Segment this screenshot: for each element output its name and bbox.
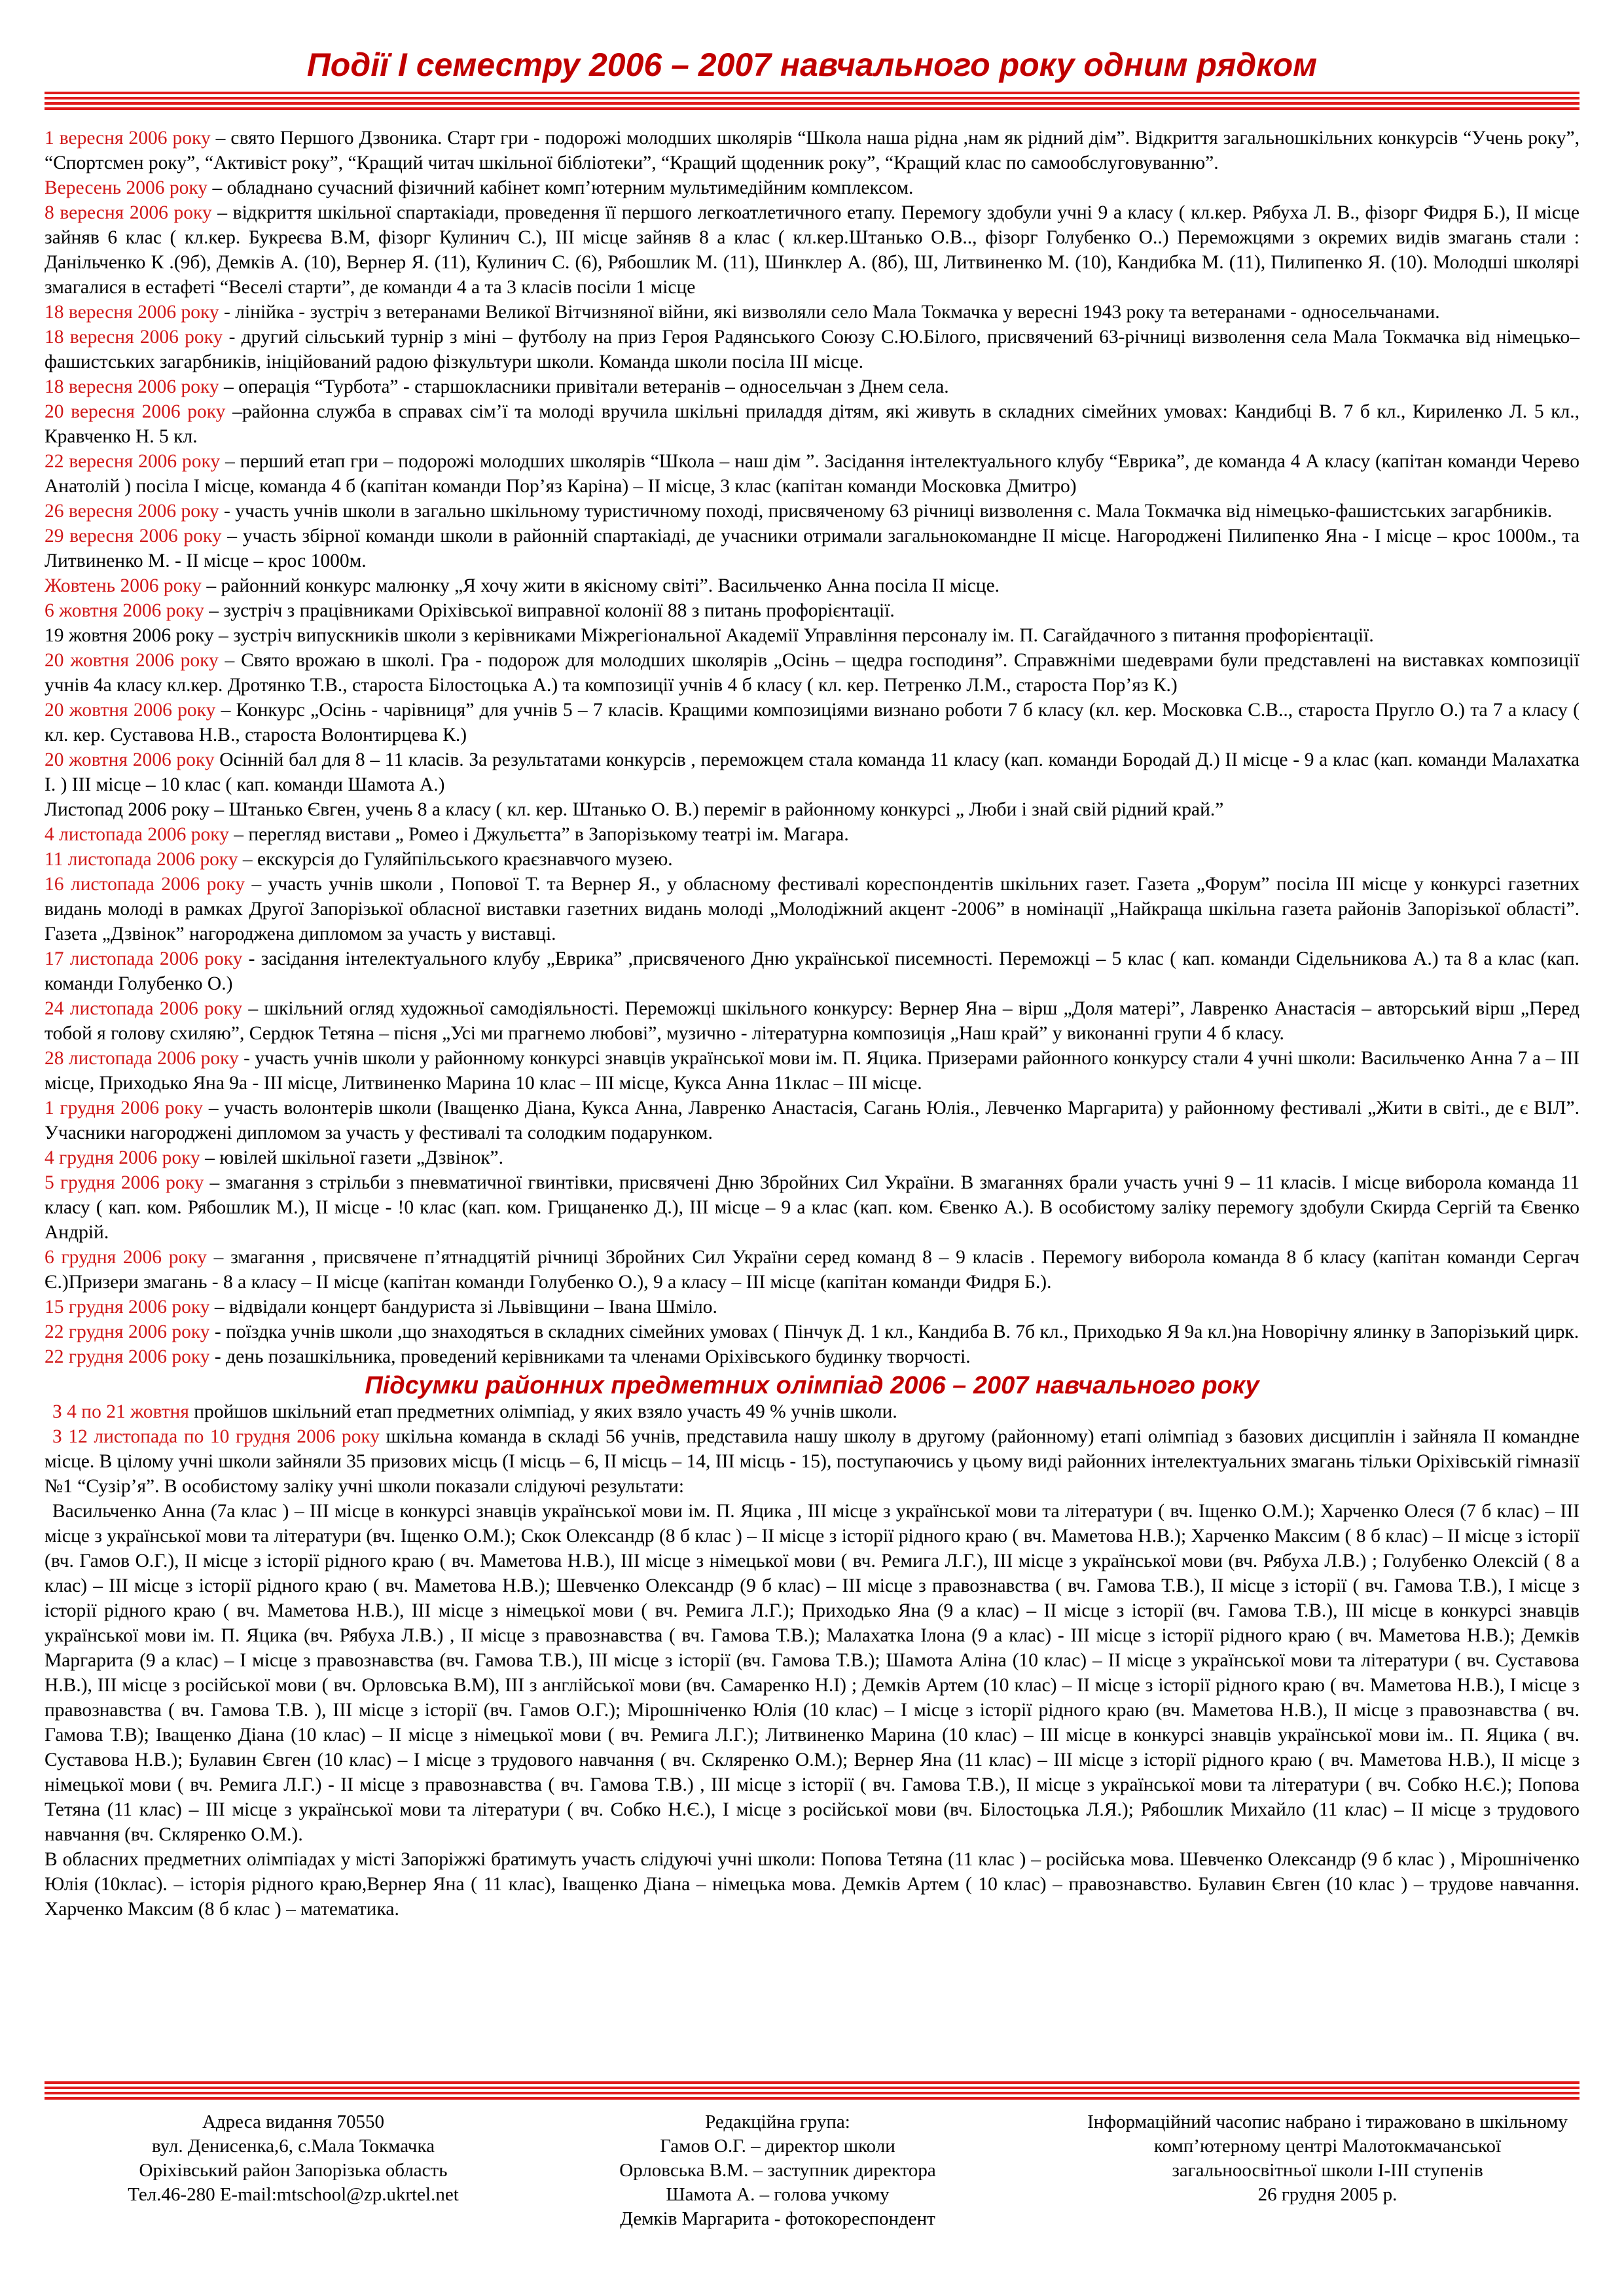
printing-line: загальноосвітньої школи І-ІІІ ступенів <box>1172 2160 1483 2181</box>
top-divider <box>45 92 1579 113</box>
editorial-team <box>594 2110 961 2231</box>
event-date: 18 вересня 2006 року <box>45 302 219 323</box>
event-text: - день позашкільника, проведений керівниками та членами Оріхівського будинку творчості. <box>209 1346 971 1367</box>
event-date: 5 грудня 2006 року <box>45 1172 204 1193</box>
event-date: 20 жовтня 2006 року <box>45 749 215 770</box>
event-text: – Конкурс „Осінь - чарівниця” для учнів 5 – 7 класів. Кращими композиціями визнано роботи 7 б класу (кл. кер. Московка С.В.., староста Пругло О.) та 7 а класу ( кл. кер. Суставова Н.В., староста Волонтирцева К.) <box>45 700 1579 745</box>
event-date: 1 грудня 2006 року <box>45 1098 204 1119</box>
printing-line: комп’ютерному центрі Малотокмачанської <box>1153 2136 1502 2157</box>
event-item <box>45 499 1579 524</box>
event-item <box>45 797 1579 822</box>
event-date: 1 вересня 2006 року <box>45 128 211 149</box>
event-date: 24 листопада 2006 року <box>45 998 243 1019</box>
event-text: - другий сільський турнір з міні – футболу на приз Героя Радянського Союзу С.Ю.Білого, присвячений 63-річниці визволення села Мала Токмачка від німецько–фашистських загарбників, ініційований радою фізкультури школи. Команда школи посіла ІІІ місце. <box>45 327 1579 372</box>
event-text: - засідання інтелектуального клубу „Еврика” ,присвяченого Дню української писемності. Переможці – 5 клас ( кап. команди Сідельникова А.) та 8 а клас (кап. команди Голубенко О.) <box>45 948 1579 994</box>
events-section <box>45 126 1579 1922</box>
event-text: – обладнано сучасний фізичний кабінет комп’ютерним мультимедійним комплексом. <box>208 177 914 198</box>
event-text: – шкільний огляд художньої самодіяльності. Переможці шкільного конкурсу: Вернер Яна – вірш „Доля матері”, Лавренко Анастасія – авторський вірш „Перед тобой я голову схиляю”, Сердюк Тетяна – пісня „Усі ми прагнемо любові”, музично - літературна композиція „Наш край” у виконанні групи 4 б класу. <box>45 998 1579 1044</box>
event-text: - участь учнів школи в загально шкільному туристичному поході, присвяченому 63 річниці визволення с. Мала Токмачка від німецько-фашистських загарбників. <box>219 501 1553 522</box>
olympiad-results: Васильченко Анна (7а клас ) – ІІІ місце в конкурсі знавців української мови ім. П. Яцика , ІІІ місце з української мови та літератури ( вч. Іщенко О.М.); Харченко Олеся (7 б клас) – ІІІ місце з української мови та літератури (вч. Іщенко О.М.); Скок Олександр (8 б клас ) – ІІ місце з історії рідного краю ( вч. Маметова Н.В.); Харченко Максим ( 8 б клас) – ІІ місце з історії (вч. Гамов О.Г.), ІІ місце з історії рідного краю ( вч. Маметова Н.В.), ІІІ місце з німецької мови ( вч. Ремига Л.Г.), ІІІ місце з української мови (вч. Рябуха Л.В.) ; Голубенко Олексій ( 8 а клас) – ІІІ місце з історії рідного краю ( вч. Маметова Н.В.); Шевченко Олександр (9 б клас) – ІІІ місце з правознавства ( вч. Гамова Т.В.), ІІ місце з історії ( вч. Гамова Т.В.), І місце з історії рідного краю ( вч. Маметова Н.В.), ІІІ місце з німецької мови ( вч. Ремига Л.Г.); Приходько Яна (9 а клас) – ІІ місце з історії (вч. Гамова Т.В.), ІІІ місце в конкурсі знавців української мови ім. П. Яцика (вч. Рябуха Л.В.) , ІІ місце з правознавства ( вч. Гамова Т.В.); Малахатка Ілона (9 а клас) - ІІІ місце з історії рідного краю ( вч. Маметова Н.В.); Демків Маргарита (9 а клас) – І місце з правознавства (вч. Гамова Т.В.), ІІІ місце з історії (вч. Гамова Т.В.); Шамота Аліна (10 клас) – ІІ місце з української мови та літератури ( вч. Суставова Н.В.), ІІІ місце з російської мови ( вч. Орловська В.М), ІІІ з англійської мови (вч. Самаренко Н.І) ; Демків Артем (10 клас) – ІІ місце з історії рідного краю ( вч. Маметова Н.В.), І місце з правознавства ( вч. Гамова Т.В. ), ІІІ місце з історії (вч. Гамов О.Г.); Мірошніченко Юлія (10 клас) – І місце з історії рідного краю (вч. Маметова Н.В.), ІІ місце з правознавства ( вч. Гамова Т.В); Іващенко Діана (10 клас) – ІІ місце з німецької мови ( вч. Ремига Л.Г.); Литвиненко Марина (10 клас) – ІІІ місце в конкурсі знавців української мови ім.. П. Яцика ( вч. Суставова Н.В.); Булавин Євген (10 клас) – І місце з трудового навчання ( вч. Скляренко О.М.); Вернер Яна (11 клас) – ІІІ місце з історії рідного краю ( вч. Маметова Н.В.), ІІ місце з німецької мови ( вч. Ремига Л.Г.) - ІІ місце з правознавства ( вч. Гамова Т.В.) , ІІІ місце з історії ( вч. Гамова Т.В.), ІІ місце з української мови та літератури ( вч. Собко Н.Є.); Попова Тетяна (11 клас) – ІІІ місце з української мови та літератури ( вч. Собко Н.Є.), І місце з російської мови (вч. Білостоцька Л.Я.); Рябошлик Михайло (11 клас) – ІІ місце з трудового навчання (вч. Скляренко О.М.). <box>45 1501 1579 1845</box>
olympiad-text: пройшов шкільний етап предметних олімпіад, у яких взяло участь 49 % учнів школи. <box>189 1401 897 1422</box>
event-date: 4 грудня 2006 року <box>45 1147 200 1168</box>
olympiad-section <box>45 1399 1579 1922</box>
event-date: 6 грудня 2006 року <box>45 1247 207 1268</box>
event-text: – відвідали концерт бандуриста зі Львівщини – Івана Шміло. <box>209 1297 717 1318</box>
event-text: – ювілей шкільної газети „Дзвінок”. <box>200 1147 503 1168</box>
event-item <box>45 325 1579 374</box>
olympiad-paragraph <box>45 1399 1579 1424</box>
event-text: – зустріч випускників школи з керівниками Міжрегіональної Академії Управління персоналу ім. П. Сагайдачного з питання профорієнтації. <box>213 625 1374 646</box>
editorial-heading: Редакційна група: <box>705 2111 850 2132</box>
event-item <box>45 996 1579 1046</box>
contact-line: Тел.46-280 E-mail:mtschool@zp.ukrtel.net <box>128 2184 459 2205</box>
event-item <box>45 1096 1579 1145</box>
event-text: – перегляд вистави „ Ромео і Джульєтта” в Запорізькому театрі ім. Магара. <box>228 824 849 845</box>
event-item <box>45 1295 1579 1319</box>
event-item <box>45 1170 1579 1245</box>
event-item <box>45 872 1579 946</box>
event-text: - участь учнів школи у районному конкурсі знавців української мови ім. П. Яцика. Призерами районного конкурсу стали 4 учні школи: Васильченко Анна 7 а – ІІІ місце, Приходько Яна 9а - ІІІ місце, Литвиненко Марина 10 клас – ІІІ місце, Кукса Анна 11клас – ІІІ місце. <box>45 1048 1579 1094</box>
event-text: – відкриття шкільної спартакіади, проведення її першого легкоатлетичного етапу. Перемогу здобули учні 9 а класу ( кл.кер. Рябуха Л. В., фізорг Фидря Б.), ІІ місце зайняв 6 клас ( кл.кер. Букреєва В.М, фізорг Кулинич С.), ІІІ місце зайняв 8 а клас ( кл.кер.Штанько О.В.., фізорг Голубенко О..) Переможцями з окремих видів змагань стали : Данільченко К .(9б), Демків А. (10), Вернер Я. (11), Кулинич С. (6), Рябошлик М. (11), Шинклер А. (8б), Ш, Литвиненко М. (10), Кандибка М. (11), Пилипенко Я. (10). Молодші школярі змагалися в естафеті “Веселі старти”, де команди 4 а та 3 класів посіли 1 місце <box>45 202 1579 298</box>
event-item <box>45 374 1579 399</box>
event-item <box>45 300 1579 325</box>
event-text: Осінній бал для 8 – 11 класів. За результатами конкурсів , переможцем стала команда 11 класу (кап. команди Бородай Д.) ІІ місце - 9 а клас (кап. команди Малахатка І. ) ІІІ місце – 10 клас ( кап. команди Шамота А.) <box>45 749 1579 795</box>
bottom-divider <box>45 2081 1579 2102</box>
event-item <box>45 175 1579 200</box>
event-item <box>45 524 1579 573</box>
event-item <box>45 847 1579 872</box>
event-text: – екскурсія до Гуляйпільського краєзнавчого музею. <box>238 849 673 870</box>
olympiad-text: шкільна команда в складі 56 учнів, представила нашу школу в другому (районному) етапі олімпіад з базових дисциплін і зайняла ІІ командне місце. В цілому учні школи зайняли 35 призових місць (І місць – 6, ІІ місць – 14, ІІІ місць - 15), поступаючись у цьому виді районних інтелектуальних змагань тільки Оріхівській гімназії №1 “Сузір’я”. В особистому заліку учні школи показали слідуючі результати: <box>45 1426 1579 1497</box>
event-date: 6 жовтня 2006 року <box>45 600 204 621</box>
event-date: 28 листопада 2006 року <box>45 1048 239 1069</box>
olympiad-paragraph <box>45 1424 1579 1499</box>
regional-olympiad-participants: В обласних предметних олімпіадах у місті Запоріжжі братимуть участь слідуючі учні школи: Попова Тетяна (11 клас ) – російська мова. Шевченко Олександр (9 б клас ) , Мірошніченко Юлія (10клас). – історія рідного краю,Вернер Яна ( 11 клас), Іващенко Діана – німецька мова. Демків Артем ( 10 клас) – правознавство. Булавин Євген (10 клас ) – трудове навчання. Харченко Максим (8 б клас ) – математика. <box>45 1849 1579 1920</box>
editor-line: Гамов О.Г. – директор школи <box>660 2136 895 2157</box>
event-text: – змагання з стрільби з пневматичної гвинтівки, присвячені Дню Збройних Сил України. В змаганнях брали участь учні 9 – 11 класів. І місце виборола команда 11 класу ( кап. ком. Рябошлик М.), ІІ місце - !0 клас (кап. ком. Грищаненко Д.), ІІІ місце – 9 а клас (кап. ком. Євенко А.). В особистому заліку перемогу здобули Скирда Сергій та Євенко Андрій. <box>45 1172 1579 1243</box>
event-item <box>45 1145 1579 1170</box>
event-text: - лінійка - зустріч з ветеранами Великої Вітчизняної війни, які визволяли село Мала Токмачка у вересні 1943 року та ветеранами - односельчанами. <box>219 302 1440 323</box>
event-item <box>45 648 1579 698</box>
event-item <box>45 399 1579 449</box>
event-date: 22 грудня 2006 року <box>45 1346 210 1367</box>
olympiad-date: З 12 листопада по 10 грудня 2006 року <box>52 1426 380 1447</box>
event-date: Листопад 2006 року <box>45 799 209 820</box>
event-text: – участь учнів школи , Попової Т. та Вернер Я., у обласному фестивалі кореспондентів шкільних газет. Газета „Форум” посіла ІІІ місце у конкурсі газетних видань молоді в рамках Другої Запорізької обласної виставки газетних видань молоді „Молодіжний акцент -2006” в номінації „Найкраща шкільна газета районів Запорізької області”. Газета „Дзвінок” нагороджена дипломом за участь у виставці. <box>45 874 1579 944</box>
printing-line: Інформаційний часопис набрано і тиражовано в шкільному <box>1087 2111 1568 2132</box>
event-item <box>45 598 1579 623</box>
event-item <box>45 747 1579 797</box>
event-item <box>45 946 1579 996</box>
event-text: – змагання , присвячене п’ятнадцятій річниці Збройних Сил України серед команд 8 – 9 класів . Перемогу виборола команда 8 б класу (капітан команди Сергач Є.)Призери змагань - 8 а класу – ІІ місце (капітан команди Голубенко О.), 9 а класу – ІІІ місце (капітан команди Фидря Б.). <box>45 1247 1579 1293</box>
event-date: Вересень 2006 року <box>45 177 208 198</box>
event-item <box>45 1319 1579 1344</box>
event-item <box>45 126 1579 175</box>
event-text: - поїздка учнів школи ,що знаходяться в складних сімейних умовах ( Пінчук Д. 1 кл., Кандиба В. 7б кл., Приходько Я 9а кл.)на Новорічну ялинку в Запорізький цирк. <box>209 1321 1579 1342</box>
event-item <box>45 623 1579 648</box>
address-line: Адреса видання 70550 <box>202 2111 385 2132</box>
editor-line: Орловська В.М. – заступник директора <box>619 2160 936 2181</box>
event-text: – Свято врожаю в школі. Гра - подорож для молодших школярів „Осінь – щедра господиня”. Справжніми шедеврами були представлені на виставках композиції учнів 4а класу кл.кер. Дротянко Т.В., староста Білостоцька А.) та композиції учнів 4 б класу ( кл. кер. Петренко Л.М., староста Пор’яз К.) <box>45 650 1579 696</box>
event-date: 20 вересня 2006 року <box>45 401 226 422</box>
page-title: Події І семестру 2006 – 2007 навчального року одним рядком <box>306 46 1318 83</box>
address-line: Оріхівський район Запорізька область <box>139 2160 448 2181</box>
event-item <box>45 1344 1579 1369</box>
event-date: 16 листопада 2006 року <box>45 874 245 895</box>
address-line: вул. Денисенка,6, с.Мала Токмачка <box>151 2136 435 2157</box>
event-text: – операція “Турбота” - старшокласники привітали ветеранів – односельчан з Днем села. <box>219 376 949 397</box>
event-item <box>45 1046 1579 1096</box>
event-date: 26 вересня 2006 року <box>45 501 219 522</box>
event-text: –районна служба в справах сім’ї та молоді вручила шкільні приладдя дітям, які живуть в складних сімейних умовах: Кандибці В. 7 б кл., Кириленко Л. 5 кл., Кравченко Н. 5 кл. <box>45 401 1579 447</box>
printing-date: 26 грудня 2005 р. <box>1257 2184 1398 2205</box>
event-date: 11 листопада 2006 року <box>45 849 238 870</box>
event-date: 17 листопада 2006 року <box>45 948 243 969</box>
event-item <box>45 449 1579 499</box>
event-date: 22 грудня 2006 року <box>45 1321 210 1342</box>
event-date: 8 вересня 2006 року <box>45 202 212 223</box>
event-text: – районний конкурс малюнку „Я хочу жити в якісному світі”. Васильченко Анна посіла ІІ місце. <box>202 575 1000 596</box>
event-date: 18 вересня 2006 року <box>45 376 219 397</box>
event-text: – зустріч з працівниками Оріхівської виправної колонії 88 з питань профорієнтації. <box>204 600 895 621</box>
event-date: 18 вересня 2006 року <box>45 327 223 348</box>
event-date: 15 грудня 2006 року <box>45 1297 210 1318</box>
footer <box>45 2110 1579 2267</box>
event-item <box>45 200 1579 300</box>
printing-info <box>1066 2110 1589 2207</box>
editor-line: Шамота А. – голова учкому <box>666 2184 890 2205</box>
event-date: 4 листопада 2006 року <box>45 824 229 845</box>
event-item <box>45 1245 1579 1295</box>
event-item <box>45 573 1579 598</box>
event-text: – перший етап гри – подорожі молодших школярів “Школа – наш дім ”. Засідання інтелектуального клубу “Еврика”, де команда 4 А класу (капітан команди Черево Анатолій ) посіла І місце, команда 4 б (капітан команди Пор’яз Каріна) – ІІ місце, 3 клас (капітан команди Московка Дмитро) <box>45 451 1579 497</box>
event-text: – участь збірної команди школи в районній спартакіаді, де учасники отримали загальнокомандне ІІ місце. Нагороджені Пилипенко Яна - І місце – крос 1000м., та Литвиненко М. - ІІ місце – крос 1000м. <box>45 526 1580 571</box>
olympiad-date: З 4 по 21 жовтня <box>52 1401 189 1422</box>
event-text: – участь волонтерів школи (Іващенко Діана, Кукса Анна, Лавренко Анастасія, Сагань Юлія., Левченко Маргарита) у районному фестивалі „Жити в світі., де є ВІЛ”. Учасники нагороджені дипломом за участь у фестивалі та солодким подарунком. <box>45 1098 1579 1143</box>
event-date: 20 жовтня 2006 року <box>45 650 219 671</box>
event-text: – свято Першого Дзвоника. Старт гри - подорожі молодших школярів “Школа наша рідна ,нам як рідний дім”. Відкриття загальношкільних конкурсів “Учень року”, “Спортсмен року”, “Активіст року”, “Кращий читач шкільної бібліотеки”, “Кращий щоденник року”, “Кращий клас по самообслуговуванню”. <box>45 128 1579 173</box>
events-list <box>45 126 1579 1369</box>
event-date: 19 жовтня 2006 року <box>45 625 214 646</box>
event-text: – Штанько Євген, учень 8 а класу ( кл. кер. Штанько О. В.) переміг в районному конкурсі „ Люби і знай свій рідний край.” <box>209 799 1224 820</box>
event-date: 22 вересня 2006 року <box>45 451 221 472</box>
event-item <box>45 698 1579 747</box>
olympiad-title: Підсумки районних предметних олімпіад 2006 – 2007 навчального року <box>365 1372 1259 1399</box>
event-date: Жовтень 2006 року <box>45 575 202 596</box>
editor-line: Демків Маргарита - фотокореспондент <box>620 2208 935 2229</box>
event-item <box>45 822 1579 847</box>
event-date: 20 жовтня 2006 року <box>45 700 216 721</box>
event-date: 29 вересня 2006 року <box>45 526 222 547</box>
publisher-address <box>123 2110 463 2207</box>
